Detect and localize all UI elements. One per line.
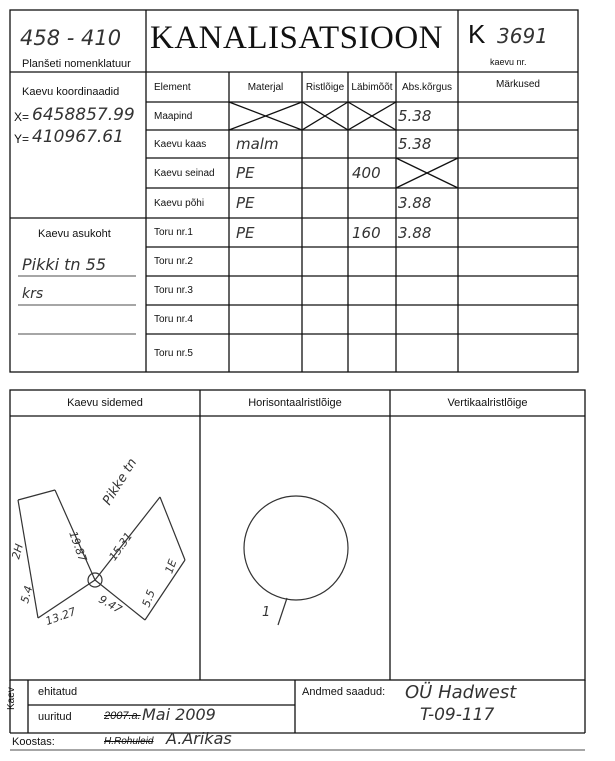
location-line-2: krs [22, 286, 44, 302]
row-6-element: Toru nr.2 [154, 256, 193, 267]
row-9-element: Toru nr.5 [154, 347, 193, 359]
row-3-material: PE [236, 164, 255, 182]
sketch-dim-1327: 13.27 [43, 605, 78, 628]
row-9-material [236, 334, 302, 372]
row-9-diameter [352, 334, 396, 372]
row-2-element: Kaevu kaas [154, 138, 207, 150]
col-header-diameter: Läbimõõt [351, 81, 393, 93]
row-1-height: 5.38 [398, 107, 432, 125]
row-3-height [398, 158, 458, 188]
x-coordinate: 6458857.99 [32, 105, 135, 125]
compiled-label: Koostas: [12, 736, 55, 748]
col-header-cross: Ristlõige [305, 81, 345, 93]
sheet-number: 458 - 410 [20, 26, 122, 50]
row-4-element: Kaevu põhi [154, 197, 205, 209]
row-8-height [398, 305, 458, 334]
row-5-height: 3.88 [398, 223, 432, 242]
row-2-material: malm [236, 135, 279, 153]
row-3-element: Kaevu seinad [154, 167, 215, 179]
location-label: Kaevu asukoht [38, 228, 111, 240]
sketch-dim-1e: 1E [162, 557, 180, 576]
col-header-height: Abs.kõrgus [401, 81, 453, 93]
coords-label: Kaevu koordinaadid [22, 86, 120, 98]
location-line-1: Pikki tn 55 [22, 255, 107, 274]
sketch-dim-2h: 2H [9, 542, 26, 561]
well-number: 3691 [497, 24, 548, 48]
data-from-ref: T-09-117 [420, 705, 495, 725]
col-header-element: Element [154, 81, 191, 93]
section-header-vertical: Vertikaalristlõige [447, 397, 528, 409]
row-7-material [236, 276, 302, 305]
row-6-height [398, 247, 458, 276]
well-prefix: K [468, 19, 486, 49]
sketch-dim-1987: 19.87 [66, 529, 90, 564]
compiled-name: A.Arikas [166, 729, 232, 748]
row-1-diameter [352, 102, 396, 130]
pipe-mark: 1 [262, 605, 271, 620]
well-caption: kaevu nr. [490, 57, 527, 67]
row-2-cross [302, 130, 348, 158]
row-8-diameter [352, 305, 396, 334]
row-7-cross [302, 276, 348, 305]
section-header-connections: Kaevu sidemed [67, 397, 143, 409]
row-5-element: Toru nr.1 [154, 227, 193, 238]
section-header-horizontal: Horisontaalristlõige [248, 397, 342, 409]
page-title: KANALISATSIOON [150, 20, 443, 56]
row-4-material: PE [236, 194, 255, 212]
row-3-diameter: 400 [352, 164, 381, 182]
data-from-label: Andmed saadud: [302, 686, 386, 698]
row-7-height [398, 276, 458, 305]
y-prefix: Y= [14, 132, 30, 146]
y-coordinate: 410967.61 [32, 127, 124, 147]
row-4-cross [302, 188, 348, 218]
sketch-dim-54: 5.4 [18, 584, 36, 605]
col-header-material: Materjal [247, 81, 284, 93]
row-4-diameter [352, 188, 396, 218]
x-prefix: X= [14, 110, 30, 124]
sketch-dim-55: 5.5 [139, 588, 158, 609]
row-5-material: PE [236, 223, 255, 242]
row-9-cross [302, 334, 348, 372]
row-5-diameter: 160 [352, 223, 381, 242]
built-label: ehitatud [38, 686, 78, 698]
row-1-element: Maapind [154, 110, 193, 122]
row-1-material [236, 102, 302, 130]
sheet-caption: Planšeti nomenklatuur [22, 58, 131, 70]
sketch-dim-1531: 15.31 [106, 529, 136, 564]
updated-struck: 2007.a. [104, 710, 141, 722]
row-2-height: 5.38 [398, 135, 432, 153]
row-9-height [398, 334, 458, 372]
updated-label: uuritud [38, 711, 72, 723]
footer-side-label: Kaev [6, 687, 17, 710]
row-8-material [236, 305, 302, 334]
row-8-element: Toru nr.4 [154, 314, 193, 325]
row-1-cross [302, 102, 348, 130]
col-header-notes: Märkused [496, 78, 540, 90]
row-6-diameter [352, 247, 396, 276]
row-4-height: 3.88 [398, 194, 432, 212]
row-6-cross [302, 247, 348, 276]
compiled-struck: H.Rohuleid [104, 736, 154, 747]
row-5-cross [302, 218, 348, 247]
row-2-diameter [352, 130, 396, 158]
row-7-element: Toru nr.3 [154, 285, 193, 296]
sketch-dim-947: 9.47 [96, 592, 125, 617]
row-8-cross [302, 305, 348, 334]
sketch-street: Pikke tn [100, 455, 141, 508]
updated-date: Mai 2009 [142, 705, 216, 724]
data-from-company: OÜ Hadwest [405, 682, 517, 703]
row-6-material [236, 247, 302, 276]
row-3-cross [302, 158, 348, 188]
row-7-diameter [352, 276, 396, 305]
